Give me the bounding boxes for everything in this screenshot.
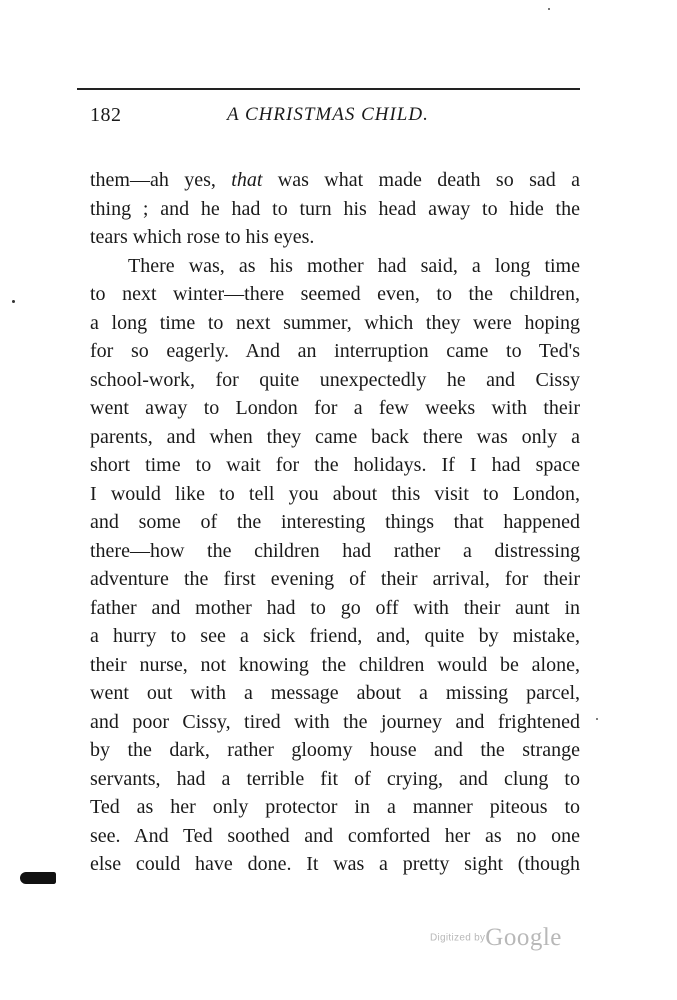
text-line: else could have done. It was a pretty sight (though — [90, 853, 580, 875]
text-line: father and mother had to go off with their aunt in — [90, 596, 580, 619]
text-line: went out with a message about a missing parcel, — [90, 682, 580, 704]
scan-thumb-mark — [20, 872, 56, 884]
text-line: by the dark, rather gloomy house and the strange — [90, 739, 580, 761]
text-line: school-work, for quite unexpectedly he and Cissy — [90, 368, 580, 391]
watermark-prefix: Digitized by — [430, 932, 486, 944]
text-line: a hurry to see a sick friend, and, quite by mistake, — [90, 625, 580, 647]
running-head: A CHRISTMAS CHILD. — [227, 104, 429, 125]
text-line: adventure the first evening of their arrival, for their — [90, 568, 580, 590]
text-line: to next winter—there seemed even, to the children, — [90, 283, 580, 305]
text-line: and some of the interesting things that happened — [90, 511, 580, 533]
text-line: their nurse, not knowing the children would be alone, — [90, 653, 580, 676]
text-line: them—ah yes, that was what made death so sad a — [90, 169, 581, 191]
digitized-watermark — [430, 924, 562, 952]
header-rule — [77, 88, 580, 90]
text-line: short time to wait for the holidays. If I had space — [90, 454, 580, 476]
text-line: see. And Ted soothed and comforted her as no one — [90, 824, 580, 847]
text-line: thing ; and he had to turn his head away to hide the — [90, 197, 580, 220]
page-number: 182 — [90, 104, 122, 126]
text-line: went away to London for a few weeks with their — [90, 397, 580, 419]
text-line: servants, had a terrible fit of crying, and clung to — [90, 767, 580, 790]
emphasis: that — [231, 169, 263, 191]
text-line: there—how the children had rather a distressing — [90, 539, 580, 562]
text-line: for so eagerly. And an interruption came to Ted's — [90, 340, 580, 362]
text-line: and poor Cissy, tired with the journey and frightened — [90, 710, 580, 733]
text-line: a long time to next summer, which they were hoping — [90, 311, 580, 334]
scan-speck — [548, 8, 550, 10]
margin-speck-right — [596, 718, 598, 720]
body-text — [90, 166, 580, 879]
text-line: Ted as her only protector in a manner piteous to — [90, 796, 580, 818]
google-logo: Google — [485, 924, 562, 951]
text-line: There was, as his mother had said, a long time — [128, 254, 580, 277]
text-line: I would like to tell you about this visit to London, — [90, 482, 580, 505]
text-line: parents, and when they came back there was only a — [90, 425, 580, 448]
margin-speck — [12, 300, 15, 303]
text-line: tears which rose to his eyes. — [90, 226, 315, 248]
